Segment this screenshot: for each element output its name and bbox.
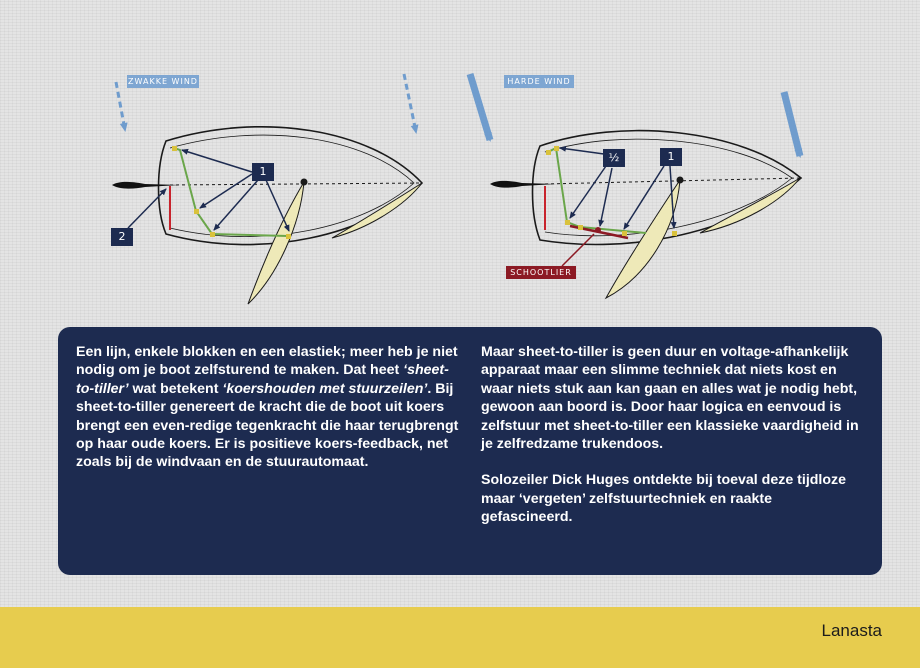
right-mast <box>677 177 684 184</box>
schootlier-label: SCHOOTLIER <box>506 266 576 279</box>
right-boat-diagram <box>470 74 801 298</box>
left-jib-sail <box>332 183 422 238</box>
sheet-to-tiller-diagram <box>0 0 920 320</box>
right-tiller <box>490 181 556 188</box>
intro-text-c: wat betekent <box>128 380 223 397</box>
left-boat-diagram <box>112 74 422 304</box>
left-pointer-1d <box>266 180 289 231</box>
right-block-2 <box>554 146 559 151</box>
intro-term-sheet-to-tiller: ‘sheet-to-tiller’ <box>76 362 449 397</box>
left-pointer-1c <box>214 180 258 230</box>
dick-huges-paragraph: Solozeiler Dick Huges ontdekte bij toeval deze tijdloze maar ‘vergeten’ zelfstuurtechniek en raakte gefascineerd. <box>481 472 847 526</box>
right-wind-arrow-2 <box>784 92 800 156</box>
left-main-sail <box>248 182 304 304</box>
right-pointer-schootlier <box>562 234 594 266</box>
right-pointer-half-b <box>570 166 606 218</box>
left-callout-1: 1 <box>252 163 274 181</box>
right-centerline <box>545 178 800 184</box>
strong-wind-label: HARDE WIND <box>504 75 574 88</box>
right-wind-arrow-1 <box>470 74 490 140</box>
right-sheet-line <box>548 148 646 233</box>
right-block-6 <box>672 231 677 236</box>
weak-wind-label: ZWAKKE WIND <box>128 77 198 86</box>
intro-text-e: . Bij sheet-to-tiller genereert de kracht die de boot uit koers brengt een even-redige tegenkracht die haar terugbrengt op haar oude koers. Er is positieve koers-feedback, net zoals bij de windvaan en de stuurautomaat. <box>76 380 459 471</box>
intro-term-koershouden: ‘koershouden met stuurzeilen’ <box>222 380 428 397</box>
publisher-brand: Lanasta <box>821 621 882 640</box>
diagram-drawing <box>0 0 920 320</box>
left-mast <box>301 179 308 186</box>
intro-text-a: Een lijn, enkele blokken en een elastiek; meer heb je niet nodig om je boot zelfsturend te maken. Dat heet <box>76 344 458 379</box>
footer-bar <box>0 607 920 668</box>
right-block-1 <box>546 150 551 155</box>
right-callout-half: ½ <box>603 149 625 167</box>
left-block-4 <box>286 234 291 239</box>
right-block-3 <box>565 220 570 225</box>
left-block-1 <box>172 146 177 151</box>
text-column-right <box>481 343 864 575</box>
left-wind-arrow-1 <box>116 82 125 130</box>
left-callout-2: 2 <box>111 228 133 246</box>
right-pointer-half-a <box>560 148 604 154</box>
left-wind-arrow-2 <box>404 74 416 132</box>
right-schootlier-point <box>595 227 601 233</box>
intro-paragraph <box>76 343 459 472</box>
text-panel <box>58 327 882 575</box>
left-centerline <box>170 183 422 185</box>
left-block-3 <box>210 232 215 237</box>
right-callout-1: 1 <box>660 148 682 166</box>
technique-paragraph: Maar sheet-to-tiller is geen duur en voltage-afhankelijk apparaat maar een slimme techniek dat niets kost en waar niets stuk aan kan gaan en alles wat je nodig hebt, gewoon aan boord is. Door haar logica en eenvoud is zelfstuur met sheet-to-tiller een klassieke vaardigheid in je zelfredzame trukendoos. <box>481 344 859 453</box>
text-column-left <box>76 343 459 575</box>
left-block-2 <box>194 209 199 214</box>
right-jib-sail <box>700 178 800 233</box>
left-pointer-1b <box>200 174 252 208</box>
right-block-5 <box>622 231 627 236</box>
left-pointer-1a <box>182 150 252 172</box>
right-pointer-half-c <box>600 168 612 226</box>
right-block-4 <box>578 225 583 230</box>
